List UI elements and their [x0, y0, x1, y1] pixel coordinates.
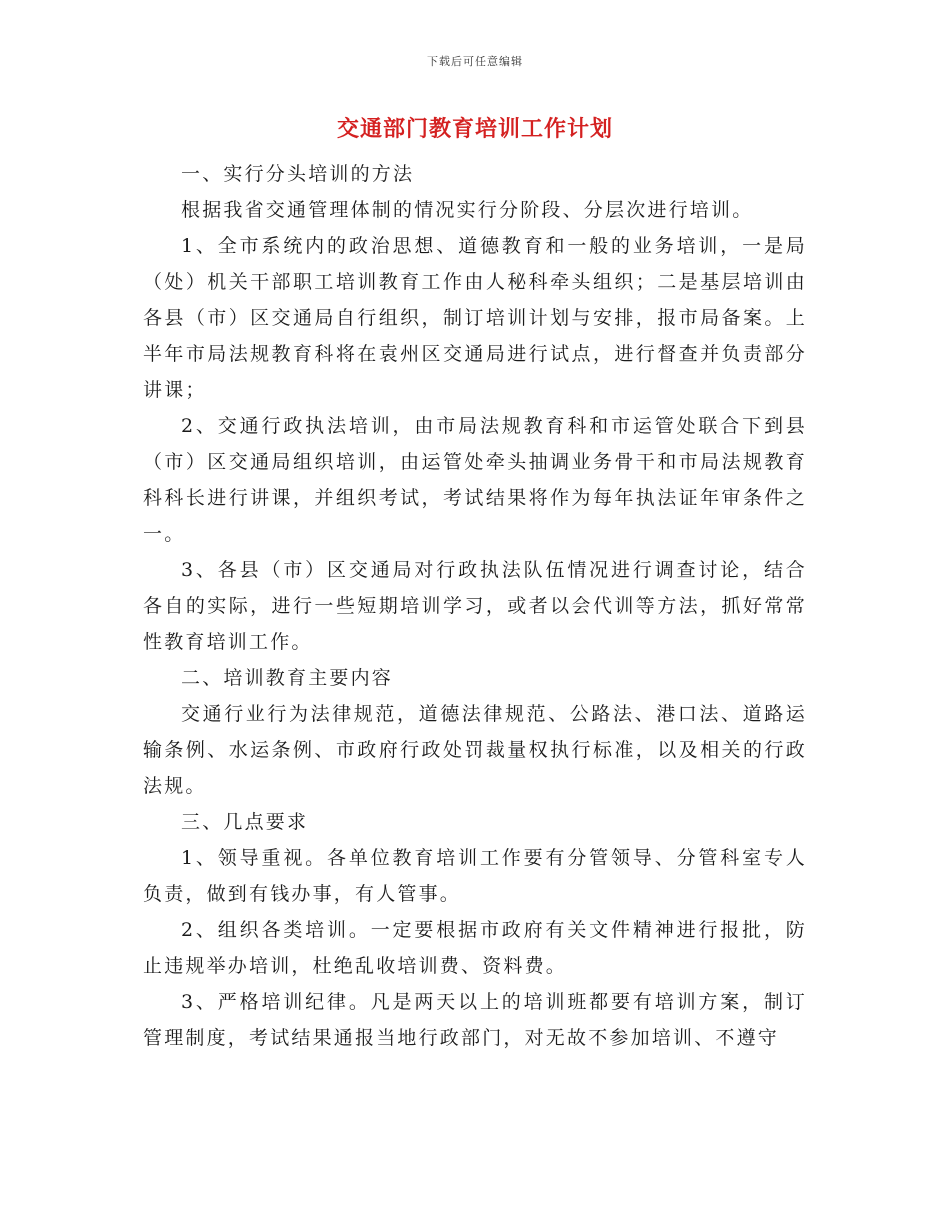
- document-body: [143, 156, 807, 1056]
- section-heading-2: 二、培训教育主要内容: [181, 667, 394, 689]
- body-paragraph: 1、领导重视。各单位教育培训工作要有分管领导、分管科室专人负责，做到有钱办事，有人管事。: [143, 847, 807, 905]
- body-paragraph: 2、组织各类培训。一定要根据市政府有关文件精神进行报批，防止违规举办培训，杜绝乱收培训费、资料费。: [143, 919, 807, 977]
- page-header-note: 下载后可任意编辑: [427, 55, 523, 68]
- section-heading-3: 三、几点要求: [181, 811, 309, 833]
- body-paragraph: 3、各县（市）区交通局对行政执法队伍情况进行调查讨论，结合各自的实际，进行一些短期培训学习，或者以会代训等方法，抓好常常性教育培训工作。: [143, 559, 807, 653]
- body-paragraph: 3、严格培训纪律。凡是两天以上的培训班都要有培训方案，制订管理制度，考试结果通报当地行政部门，对无故不参加培训、不遵守: [143, 991, 807, 1049]
- body-paragraph: 根据我省交通管理体制的情况实行分阶段、分层次进行培训。: [181, 199, 754, 221]
- body-paragraph: 2、交通行政执法培训，由市局法规教育科和市运管处联合下到县（市）区交通局组织培训，由运管处牵头抽调业务骨干和市局法规教育科科长进行讲课，并组织考试，考试结果将作为每年执法证年审条件之一。: [143, 415, 807, 545]
- body-paragraph: 交通行业行为法律规范，道德法律规范、公路法、港口法、道路运输条例、水运条例、市政府行政处罚裁量权执行标准，以及相关的行政法规。: [143, 703, 807, 797]
- document-title: 交通部门教育培训工作计划: [336, 116, 613, 142]
- section-heading-1: 一、实行分头培训的方法: [181, 163, 415, 185]
- body-paragraph: 1、全市系统内的政治思想、道德教育和一般的业务培训，一是局（处）机关干部职工培训教育工作由人秘科牵头组织；二是基层培训由各县（市）区交通局自行组织，制订培训计划与安排，报市局备案。上半年市局法规教育科将在袁州区交通局进行试点，进行督查并负责部分讲课；: [143, 235, 807, 401]
